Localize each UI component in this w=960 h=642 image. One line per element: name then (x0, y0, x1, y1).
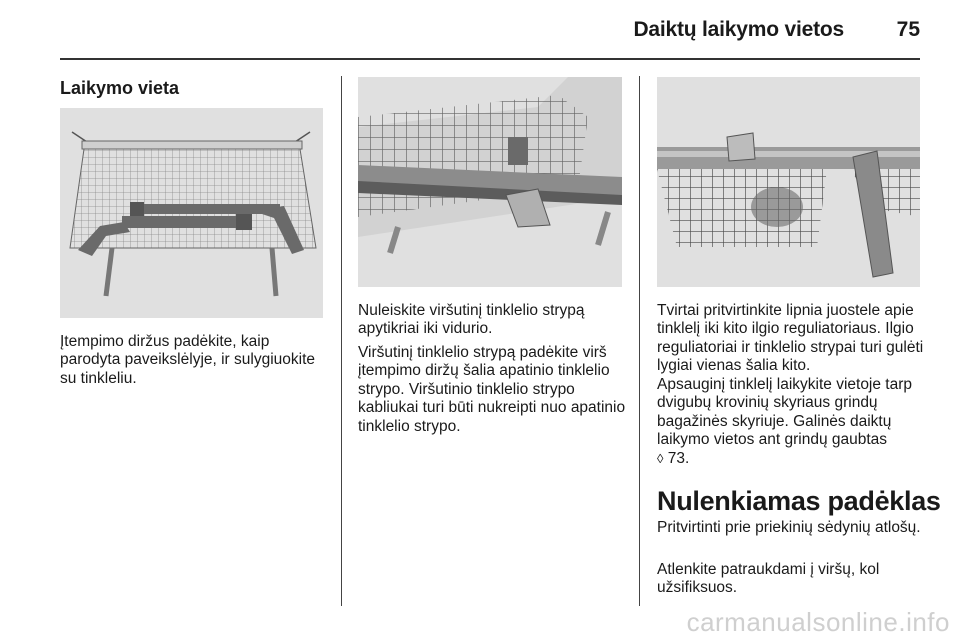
page-header (60, 14, 920, 58)
body-paragraph: Pritvirtinti prie priekinių sėdynių atlošų. (657, 519, 921, 536)
body-paragraph: Tvirtai pritvirtinkite lipnia juostele apie tinklelį iki kito ilgio reguliatoriaus. Ilgio reguliatoriai ir tinklelio strypai turi gulėti lygiai vienas šalia kito. (657, 302, 924, 375)
running-title: Daiktų laikymo vietos (633, 18, 844, 41)
column-divider-left (341, 76, 342, 606)
subsection-heading: Nulenkiamas padėklas (657, 486, 941, 516)
body-paragraph (657, 376, 933, 468)
header-rule (60, 58, 920, 60)
watermark: carmanualsonline.info (686, 607, 950, 637)
net-straps-illustration (60, 108, 323, 318)
body-paragraph: Nuleiskite viršutinį tinklelio strypą apytikriai iki vidurio. (358, 302, 585, 338)
page-number: 75 (896, 18, 920, 41)
net-fastened-illustration (657, 77, 920, 287)
section-heading: Laikymo vieta (60, 78, 180, 98)
column-divider-right (639, 76, 640, 606)
net-bar-illustration (358, 77, 622, 287)
body-paragraph: Viršutinį tinklelio strypą padėkite virš įtempimo diržų šalia apatinio tinklelio strypo. Viršutinio tinklelio strypo kabliukai turi būti nukreipti nuo apatinio tinklelio strypo. (358, 344, 626, 435)
figure-net-fastened (657, 77, 920, 287)
body-text: Apsauginį tinklelį laikykite vietoje tarp dvigubų krovinių skyriaus grindų bagažinės skyriuje. Galinės daiktų laikymo vietos ant grindų gaubtas (657, 376, 913, 449)
cross-reference-icon: ◊ (657, 450, 664, 466)
figure-net-straps (60, 108, 323, 318)
body-paragraph: Atlenkite patraukdami į viršų, kol užsifiksuos. (657, 561, 880, 597)
cross-reference-page[interactable]: 73. (667, 449, 690, 467)
figure-net-bar-lowered (358, 77, 622, 287)
body-paragraph: Įtempimo diržus padėkite, kaip parodyta paveikslėlyje, ir sulygiuokite su tinkleliu. (60, 333, 316, 387)
